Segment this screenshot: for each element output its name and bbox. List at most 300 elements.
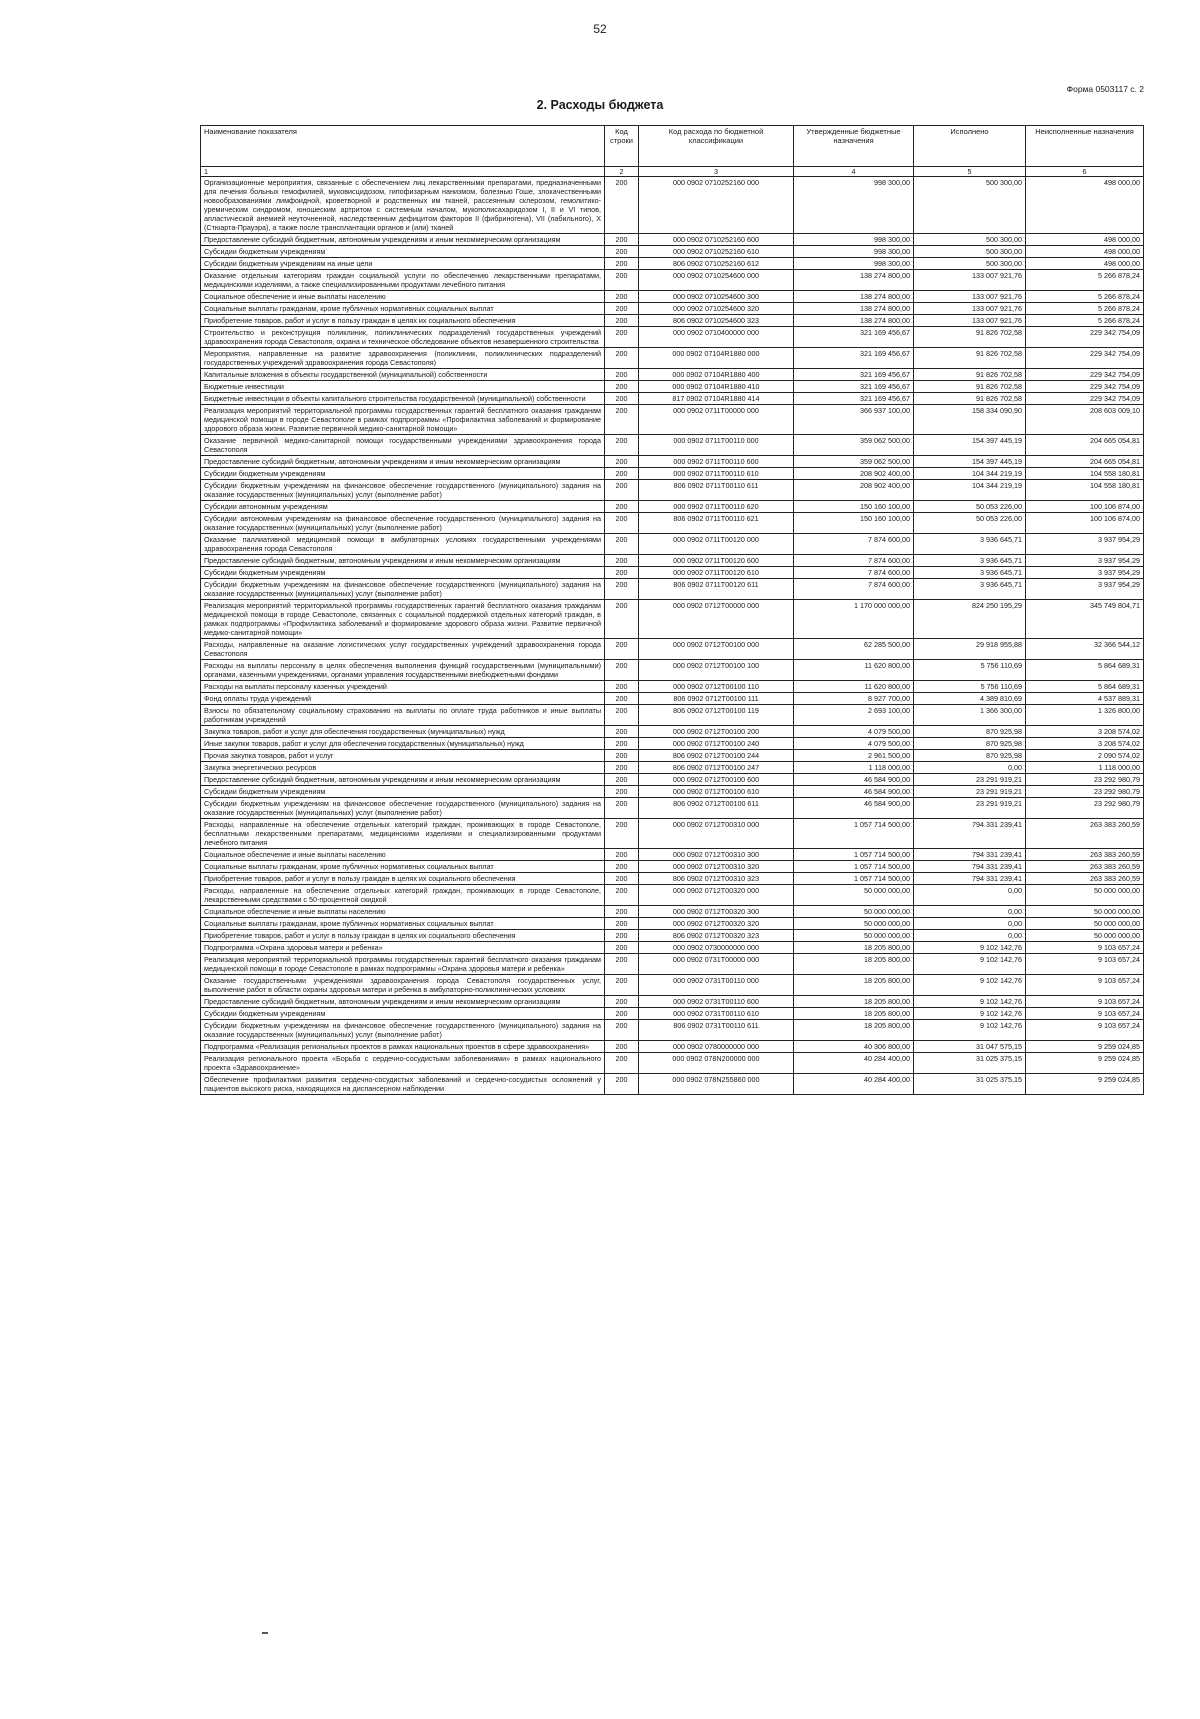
table-row [201,738,1144,750]
row-approved: 18 205 800,00 [794,942,914,954]
row-expense-code: 806 0902 0712T00320 323 [639,930,794,942]
header-indicator-name: Наименование показателя [201,126,605,167]
row-approved: 46 584 900,00 [794,798,914,819]
row-name: Приобретение товаров, работ и услуг в пользу граждан в целях их социального обеспечения [201,873,605,885]
row-expense-code: 000 0902 0710252160 600 [639,234,794,246]
table-row [201,1053,1144,1074]
row-executed: 9 102 142,76 [914,942,1026,954]
row-executed: 3 936 645,71 [914,567,1026,579]
row-expense-code: 000 0902 07104R1880 410 [639,381,794,393]
row-unexecuted: 263 383 260,59 [1026,849,1144,861]
row-line-code: 200 [605,975,639,996]
row-expense-code: 806 0902 0710252160 612 [639,258,794,270]
table-row [201,750,1144,762]
row-approved: 18 205 800,00 [794,975,914,996]
row-expense-code: 000 0902 0712T00100 610 [639,786,794,798]
row-line-code: 200 [605,750,639,762]
row-expense-code: 000 0902 0712T00310 000 [639,819,794,849]
row-expense-code: 817 0902 07104R1880 414 [639,393,794,405]
row-line-code: 200 [605,468,639,480]
row-approved: 138 274 800,00 [794,315,914,327]
row-executed: 29 918 955,88 [914,639,1026,660]
table-row [201,177,1144,234]
row-line-code: 200 [605,1008,639,1020]
row-expense-code: 000 0902 07104R1880 000 [639,348,794,369]
row-line-code: 200 [605,786,639,798]
row-line-code: 200 [605,456,639,468]
row-line-code: 200 [605,774,639,786]
row-unexecuted: 9 103 657,24 [1026,954,1144,975]
row-line-code: 200 [605,693,639,705]
row-executed: 91 826 702,58 [914,393,1026,405]
row-name: Социальное обеспечение и иные выплаты населению [201,849,605,861]
row-expense-code: 000 0902 0712T00320 300 [639,906,794,918]
row-name: Субсидии бюджетным учреждениям [201,567,605,579]
row-line-code: 200 [605,555,639,567]
row-executed: 3 936 645,71 [914,555,1026,567]
row-executed: 794 331 239,41 [914,873,1026,885]
row-name: Расходы, направленные на обеспечение отдельных категорий граждан, проживающих в городе Севастополе, бесплатными лекарственными препаратами, медицинскими изделиями и специализированными продуктами лечебного питания [201,819,605,849]
row-expense-code: 000 0902 0731T00110 000 [639,975,794,996]
row-executed: 104 344 219,19 [914,480,1026,501]
table-row [201,435,1144,456]
row-executed: 154 397 445,19 [914,435,1026,456]
row-unexecuted: 263 383 260,59 [1026,819,1144,849]
row-name: Приобретение товаров, работ и услуг в пользу граждан в целях их социального обеспечения [201,930,605,942]
table-row [201,1074,1144,1095]
table-row [201,975,1144,996]
row-approved: 2 693 100,00 [794,705,914,726]
row-line-code: 200 [605,435,639,456]
row-line-code: 200 [605,1020,639,1041]
row-approved: 366 937 100,00 [794,405,914,435]
row-expense-code: 000 0902 0711T00120 600 [639,555,794,567]
table-row [201,786,1144,798]
row-name: Оказание отдельным категориям граждан социальной услуги по обеспечению лекарственными препаратами, медицинскими изделиями, а также специализированными продуктами лечебного питания [201,270,605,291]
table-row [201,942,1144,954]
row-expense-code: 000 0902 0731T00110 600 [639,996,794,1008]
row-name: Оказание паллиативной медицинской помощи в амбулаторных условиях государственными учреждениями здравоохранения города Севастополя [201,534,605,555]
row-line-code: 200 [605,660,639,681]
row-unexecuted: 498 000,00 [1026,234,1144,246]
row-line-code: 200 [605,246,639,258]
row-line-code: 200 [605,393,639,405]
table-row [201,819,1144,849]
row-line-code: 200 [605,726,639,738]
table-row [201,849,1144,861]
row-name: Социальное обеспечение и иные выплаты населению [201,906,605,918]
row-approved: 7 874 600,00 [794,579,914,600]
row-executed: 5 756 110,69 [914,681,1026,693]
row-name: Иные закупки товаров, работ и услуг для обеспечения государственных (муниципальных) нужд [201,738,605,750]
header-expense-code: Код расхода по бюджетной классификации [639,126,794,167]
header-approved: Утвержденные бюджетные назначения [794,126,914,167]
header-executed: Исполнено [914,126,1026,167]
row-line-code: 200 [605,480,639,501]
row-line-code: 200 [605,600,639,639]
row-line-code: 200 [605,177,639,234]
row-name: Реализация мероприятий территориальной программы государственных гарантий бесплатного оказания гражданам медицинской помощи в городе Севастополе в рамках подпрограммы «Профилактика заболеваний и формирование здорового образа жизни. Развитие первичной медико-санитарной помощи» [201,405,605,435]
row-line-code: 200 [605,798,639,819]
row-executed: 104 344 219,19 [914,468,1026,480]
row-approved: 998 300,00 [794,177,914,234]
row-approved: 40 284 400,00 [794,1053,914,1074]
row-name: Закупка товаров, работ и услуг для обеспечения государственных (муниципальных) нужд [201,726,605,738]
table-row [201,567,1144,579]
row-approved: 321 169 456,67 [794,327,914,348]
row-name: Расходы на выплаты персоналу в целях обеспечения выполнения функций государственными (муниципальными) органами, казенными учреждениями, органами управления государственными внебюджетными фондами [201,660,605,681]
row-name: Предоставление субсидий бюджетным, автономным учреждениям и иным некоммерческим организациям [201,456,605,468]
table-row [201,393,1144,405]
row-name: Субсидии бюджетным учреждениям на финансовое обеспечение государственного (муниципального) задания на оказание государственных (муниципальных) услуг (выполнение работ) [201,798,605,819]
row-unexecuted: 229 342 754,09 [1026,327,1144,348]
table-row [201,705,1144,726]
row-expense-code: 000 0902 0710252160 610 [639,246,794,258]
table-row [201,303,1144,315]
section-title: 2. Расходы бюджета [536,98,664,112]
row-line-code: 200 [605,819,639,849]
row-name: Оказание первичной медико-санитарной помощи государственными учреждениями здравоохранения города Севастополя [201,435,605,456]
row-approved: 7 874 600,00 [794,567,914,579]
row-unexecuted: 1 118 000,00 [1026,762,1144,774]
row-expense-code: 806 0902 0712T00100 247 [639,762,794,774]
column-number: 6 [1026,167,1144,177]
row-executed: 0,00 [914,762,1026,774]
row-name: Приобретение товаров, работ и услуг в пользу граждан в целях их социального обеспечения [201,315,605,327]
row-approved: 46 584 900,00 [794,786,914,798]
row-approved: 321 169 456,67 [794,393,914,405]
row-expense-code: 806 0902 0711T00120 611 [639,579,794,600]
row-line-code: 200 [605,405,639,435]
row-approved: 1 118 000,00 [794,762,914,774]
row-line-code: 200 [605,906,639,918]
row-approved: 11 620 800,00 [794,681,914,693]
row-executed: 4 389 810,69 [914,693,1026,705]
row-line-code: 200 [605,369,639,381]
row-executed: 794 331 239,41 [914,861,1026,873]
row-expense-code: 000 0902 0712T00310 300 [639,849,794,861]
row-approved: 2 961 500,00 [794,750,914,762]
row-executed: 3 936 645,71 [914,534,1026,555]
table-row [201,480,1144,501]
row-approved: 1 170 000 000,00 [794,600,914,639]
row-unexecuted: 229 342 754,09 [1026,393,1144,405]
row-line-code: 200 [605,258,639,270]
table-row [201,315,1144,327]
row-executed: 794 331 239,41 [914,849,1026,861]
table-row [201,798,1144,819]
row-unexecuted: 50 000 000,00 [1026,930,1144,942]
table-row [201,381,1144,393]
table-body [201,177,1144,1095]
row-executed: 794 331 239,41 [914,819,1026,849]
row-expense-code: 000 0902 078N255860 000 [639,1074,794,1095]
row-approved: 998 300,00 [794,246,914,258]
row-unexecuted: 50 000 000,00 [1026,918,1144,930]
row-approved: 998 300,00 [794,234,914,246]
row-unexecuted: 229 342 754,09 [1026,369,1144,381]
row-line-code: 200 [605,1074,639,1095]
table-row [201,1041,1144,1053]
row-line-code: 200 [605,567,639,579]
table-row [201,369,1144,381]
table-row [201,861,1144,873]
row-approved: 998 300,00 [794,258,914,270]
row-approved: 208 902 400,00 [794,468,914,480]
table-row [201,270,1144,291]
row-unexecuted: 204 665 054,81 [1026,435,1144,456]
row-name: Субсидии бюджетным учреждениям на финансовое обеспечение государственного (муниципального) задания на оказание государственных (муниципальных) услуг (выполнение работ) [201,480,605,501]
row-executed: 3 936 645,71 [914,579,1026,600]
table-row [201,918,1144,930]
row-executed: 0,00 [914,930,1026,942]
row-approved: 321 169 456,67 [794,348,914,369]
table-row [201,258,1144,270]
row-unexecuted: 5 266 878,24 [1026,303,1144,315]
row-executed: 23 291 919,21 [914,798,1026,819]
row-executed: 9 102 142,76 [914,1020,1026,1041]
row-line-code: 200 [605,738,639,750]
row-name: Социальное обеспечение и иные выплаты населению [201,291,605,303]
row-unexecuted: 3 208 574,02 [1026,726,1144,738]
row-line-code: 200 [605,327,639,348]
row-executed: 31 025 375,15 [914,1074,1026,1095]
row-approved: 7 874 600,00 [794,534,914,555]
row-unexecuted: 5 864 689,31 [1026,660,1144,681]
table-row [201,246,1144,258]
row-line-code: 200 [605,579,639,600]
row-line-code: 200 [605,348,639,369]
row-executed: 870 925,98 [914,750,1026,762]
row-approved: 8 927 700,00 [794,693,914,705]
row-expense-code: 000 0902 07104R1880 400 [639,369,794,381]
row-name: Взносы по обязательному социальному страхованию на выплаты по оплате труда работников и иные выплаты работникам учреждений [201,705,605,726]
row-name: Субсидии бюджетным учреждениям [201,786,605,798]
row-unexecuted: 9 259 024,85 [1026,1053,1144,1074]
table-row [201,456,1144,468]
table-row [201,327,1144,348]
row-name: Капитальные вложения в объекты государственной (муниципальной) собственности [201,369,605,381]
row-executed: 50 053 226,00 [914,513,1026,534]
row-unexecuted: 3 937 954,29 [1026,555,1144,567]
row-line-code: 200 [605,705,639,726]
row-name: Субсидии бюджетным учреждениям [201,468,605,480]
row-unexecuted: 50 000 000,00 [1026,885,1144,906]
row-line-code: 200 [605,861,639,873]
row-unexecuted: 104 558 180,81 [1026,480,1144,501]
row-name: Субсидии бюджетным учреждениям на иные цели [201,258,605,270]
row-executed: 9 102 142,76 [914,1008,1026,1020]
row-approved: 359 062 500,00 [794,435,914,456]
table-row [201,906,1144,918]
row-name: Субсидии бюджетным учреждениям [201,246,605,258]
row-name: Предоставление субсидий бюджетным, автономным учреждениям и иным некоммерческим организациям [201,234,605,246]
row-line-code: 200 [605,681,639,693]
row-executed: 0,00 [914,906,1026,918]
row-executed: 500 300,00 [914,234,1026,246]
row-unexecuted: 9 103 657,24 [1026,942,1144,954]
table-row [201,501,1144,513]
row-name: Подпрограмма «Реализация региональных проектов в рамках национальных проектов в сфере здравоохранения» [201,1041,605,1053]
row-expense-code: 000 0902 0711T00110 610 [639,468,794,480]
row-line-code: 200 [605,762,639,774]
row-unexecuted: 263 383 260,59 [1026,873,1144,885]
row-approved: 1 057 714 500,00 [794,861,914,873]
row-executed: 0,00 [914,918,1026,930]
row-approved: 138 274 800,00 [794,291,914,303]
row-line-code: 200 [605,954,639,975]
row-line-code: 200 [605,534,639,555]
table-row [201,468,1144,480]
row-expense-code: 000 0902 0712T00000 000 [639,600,794,639]
row-approved: 50 000 000,00 [794,918,914,930]
row-executed: 9 102 142,76 [914,954,1026,975]
row-line-code: 200 [605,315,639,327]
row-line-code: 200 [605,1041,639,1053]
row-approved: 321 169 456,67 [794,369,914,381]
row-expense-code: 806 0902 0712T00100 119 [639,705,794,726]
row-approved: 18 205 800,00 [794,1020,914,1041]
row-approved: 7 874 600,00 [794,555,914,567]
row-approved: 4 079 500,00 [794,738,914,750]
row-unexecuted: 3 937 954,29 [1026,534,1144,555]
row-name: Субсидии бюджетным учреждениям на финансовое обеспечение государственного (муниципального) задания на оказание государственных (муниципальных) услуг (выполнение работ) [201,579,605,600]
row-expense-code: 806 0902 0712T00100 244 [639,750,794,762]
row-unexecuted: 23 292 980,79 [1026,798,1144,819]
row-line-code: 200 [605,849,639,861]
row-name: Обеспечение профилактики развития сердечно-сосудистых заболеваний и сердечно-сосудистых осложнений у пациентов высокого риска, находящихся на диспансерном наблюдении [201,1074,605,1095]
table-row [201,1020,1144,1041]
row-name: Субсидии бюджетным учреждениям на финансовое обеспечение государственного (муниципального) задания на оказание государственных (муниципальных) услуг (выполнение работ) [201,1020,605,1041]
row-expense-code: 806 0902 0710254600 323 [639,315,794,327]
table-row [201,996,1144,1008]
row-executed: 91 826 702,58 [914,327,1026,348]
row-line-code: 200 [605,270,639,291]
row-approved: 138 274 800,00 [794,303,914,315]
row-unexecuted: 32 366 544,12 [1026,639,1144,660]
table-row [201,348,1144,369]
row-expense-code: 000 0902 0712T00320 000 [639,885,794,906]
row-executed: 500 300,00 [914,246,1026,258]
column-number: 4 [794,167,914,177]
row-line-code: 200 [605,234,639,246]
row-name: Социальные выплаты гражданам, кроме публичных нормативных социальных выплат [201,861,605,873]
row-executed: 23 291 919,21 [914,774,1026,786]
row-expense-code: 000 0902 0780000000 000 [639,1041,794,1053]
row-unexecuted: 498 000,00 [1026,258,1144,270]
row-unexecuted: 498 000,00 [1026,246,1144,258]
row-unexecuted: 104 558 180,81 [1026,468,1144,480]
row-name: Закупка энергетических ресурсов [201,762,605,774]
row-expense-code: 806 0902 0712T00100 111 [639,693,794,705]
table-row [201,600,1144,639]
row-line-code: 200 [605,639,639,660]
row-name: Реализация регионального проекта «Борьба с сердечно-сосудистыми заболеваниями» в рамках национального проекта «Здравоохранение» [201,1053,605,1074]
row-approved: 50 000 000,00 [794,930,914,942]
row-unexecuted: 229 342 754,09 [1026,348,1144,369]
table-row [201,291,1144,303]
table-row [201,930,1144,942]
form-reference: Форма 0503117 с. 2 [1066,84,1144,94]
row-name: Расходы, направленные на обеспечение отдельных категорий граждан, проживающих в городе Севастополе, лекарственными средствами с 50-процентной скидкой [201,885,605,906]
row-line-code: 200 [605,885,639,906]
row-approved: 40 306 800,00 [794,1041,914,1053]
row-expense-code: 000 0902 0712T00320 320 [639,918,794,930]
row-name: Расходы, направленные на оказание логистических услуг государственных учреждений здравоохранения города Севастополя [201,639,605,660]
table-row [201,726,1144,738]
row-expense-code: 000 0902 0711T00110 620 [639,501,794,513]
row-expense-code: 000 0902 0731T00110 610 [639,1008,794,1020]
row-approved: 50 000 000,00 [794,885,914,906]
row-unexecuted: 9 103 657,24 [1026,1008,1144,1020]
row-name: Прочая закупка товаров, работ и услуг [201,750,605,762]
row-expense-code: 000 0902 0711T00120 000 [639,534,794,555]
row-approved: 18 205 800,00 [794,996,914,1008]
row-name: Реализация мероприятий территориальной программы государственных гарантий бесплатного оказания гражданам медицинской помощи в городе Севастополе в рамках подпрограммы «Охрана здоровья матери и ребенка» [201,954,605,975]
row-unexecuted: 3 937 954,29 [1026,579,1144,600]
row-approved: 359 062 500,00 [794,456,914,468]
table-row [201,405,1144,435]
row-expense-code: 000 0902 0711T00110 000 [639,435,794,456]
row-executed: 91 826 702,58 [914,381,1026,393]
row-line-code: 200 [605,873,639,885]
row-unexecuted: 5 266 878,24 [1026,291,1144,303]
row-unexecuted: 50 000 000,00 [1026,906,1144,918]
row-unexecuted: 5 864 689,31 [1026,681,1144,693]
row-name: Социальные выплаты гражданам, кроме публичных нормативных социальных выплат [201,918,605,930]
row-name: Строительство и реконструкция поликлиник, поликлинических подразделений государственных учреждений здравоохранения города Севастополя, охрана и техническое обследование объектов незавершенного строительства [201,327,605,348]
table-row [201,1008,1144,1020]
row-line-code: 200 [605,381,639,393]
row-name: Субсидии автономным учреждениям на финансовое обеспечение государственного (муниципального) задания на оказание государственных (муниципальных) услуг (выполнение работ) [201,513,605,534]
row-line-code: 200 [605,513,639,534]
column-number: 1 [201,167,605,177]
page-number: 52 [593,22,607,36]
row-approved: 208 902 400,00 [794,480,914,501]
table-header-row [201,126,1144,167]
row-unexecuted: 100 106 874,00 [1026,501,1144,513]
table-row [201,954,1144,975]
row-name: Расходы на выплаты персоналу казенных учреждений [201,681,605,693]
row-executed: 50 053 226,00 [914,501,1026,513]
row-approved: 46 584 900,00 [794,774,914,786]
row-name: Фонд оплаты труда учреждений [201,693,605,705]
row-approved: 150 160 100,00 [794,513,914,534]
row-unexecuted: 9 103 657,24 [1026,1020,1144,1041]
row-name: Предоставление субсидий бюджетным, автономным учреждениям и иным некоммерческим организациям [201,996,605,1008]
header-line-code: Код строки [605,126,639,167]
row-executed: 500 300,00 [914,258,1026,270]
row-name: Субсидии бюджетным учреждениям [201,1008,605,1020]
row-expense-code: 000 0902 0731T00000 000 [639,954,794,975]
row-unexecuted: 100 106 874,00 [1026,513,1144,534]
row-executed: 31 025 375,15 [914,1053,1026,1074]
row-line-code: 200 [605,291,639,303]
row-name: Бюджетные инвестиции в объекты капитального строительства государственной (муниципальной) собственности [201,393,605,405]
row-approved: 18 205 800,00 [794,1008,914,1020]
row-expense-code: 000 0902 0712T00100 000 [639,639,794,660]
table-row [201,885,1144,906]
table-row [201,534,1144,555]
row-line-code: 200 [605,918,639,930]
row-executed: 133 007 921,76 [914,270,1026,291]
row-approved: 4 079 500,00 [794,726,914,738]
row-executed: 158 334 090,90 [914,405,1026,435]
row-name: Предоставление субсидий бюджетным, автономным учреждениям и иным некоммерческим организациям [201,774,605,786]
row-approved: 321 169 456,67 [794,381,914,393]
row-line-code: 200 [605,930,639,942]
table-row [201,639,1144,660]
